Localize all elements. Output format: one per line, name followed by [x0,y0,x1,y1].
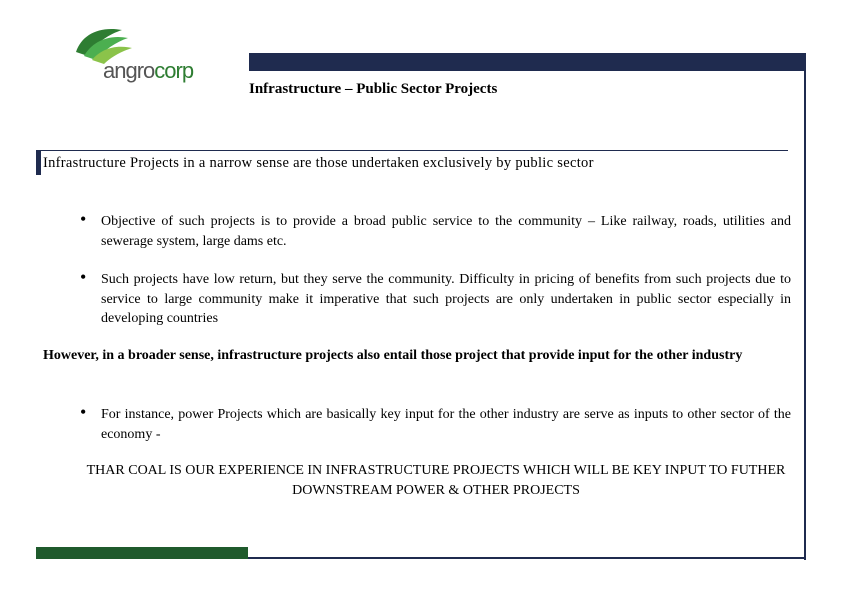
logo-wordmark-prefix: angro [103,58,155,83]
bullet-icon: • [80,402,87,422]
page-title: Infrastructure – Public Sector Projects [249,81,498,97]
conclusion-text: THAR COAL IS OUR EXPERIENCE IN INFRASTRUCTURE PROJECTS WHICH WILL BE KEY INPUT TO FUTHER DOWNSTREAM POWER & OTHER PROJECTS [86,463,786,498]
section-divider [38,150,788,151]
header-bar [249,53,806,71]
right-border-line [804,53,806,560]
bullet-icon: • [80,209,87,229]
section1-bullet-2: Such projects have low return, but they serve the community. Difficulty in pricing of benefits from such projects due to service to large community make it imperative that such projects are only undertaken in public sector especially in developing countries [101,272,791,326]
logo-wordmark-suffix: corp [154,58,194,83]
section1-bullet-1: Objective of such projects is to provide a broad public service to the community – Like railway, roads, utilities and sewerage system, large dams etc. [101,214,791,249]
logo-wordmark [103,58,193,84]
section2-bullet-1: For instance, power Projects which are basically key input for the other industry are serve as inputs to other sector of the economy - [101,407,791,442]
company-logo [70,22,200,92]
footer-accent-bar [36,547,248,559]
bullet-icon: • [80,267,87,287]
section2-heading: However, in a broader sense, infrastructure projects also entail those project that provide input for the other industry [43,348,743,363]
section1-heading: Infrastructure Projects in a narrow sense are those undertaken exclusively by public sector [43,155,594,171]
section-marker [36,150,41,175]
